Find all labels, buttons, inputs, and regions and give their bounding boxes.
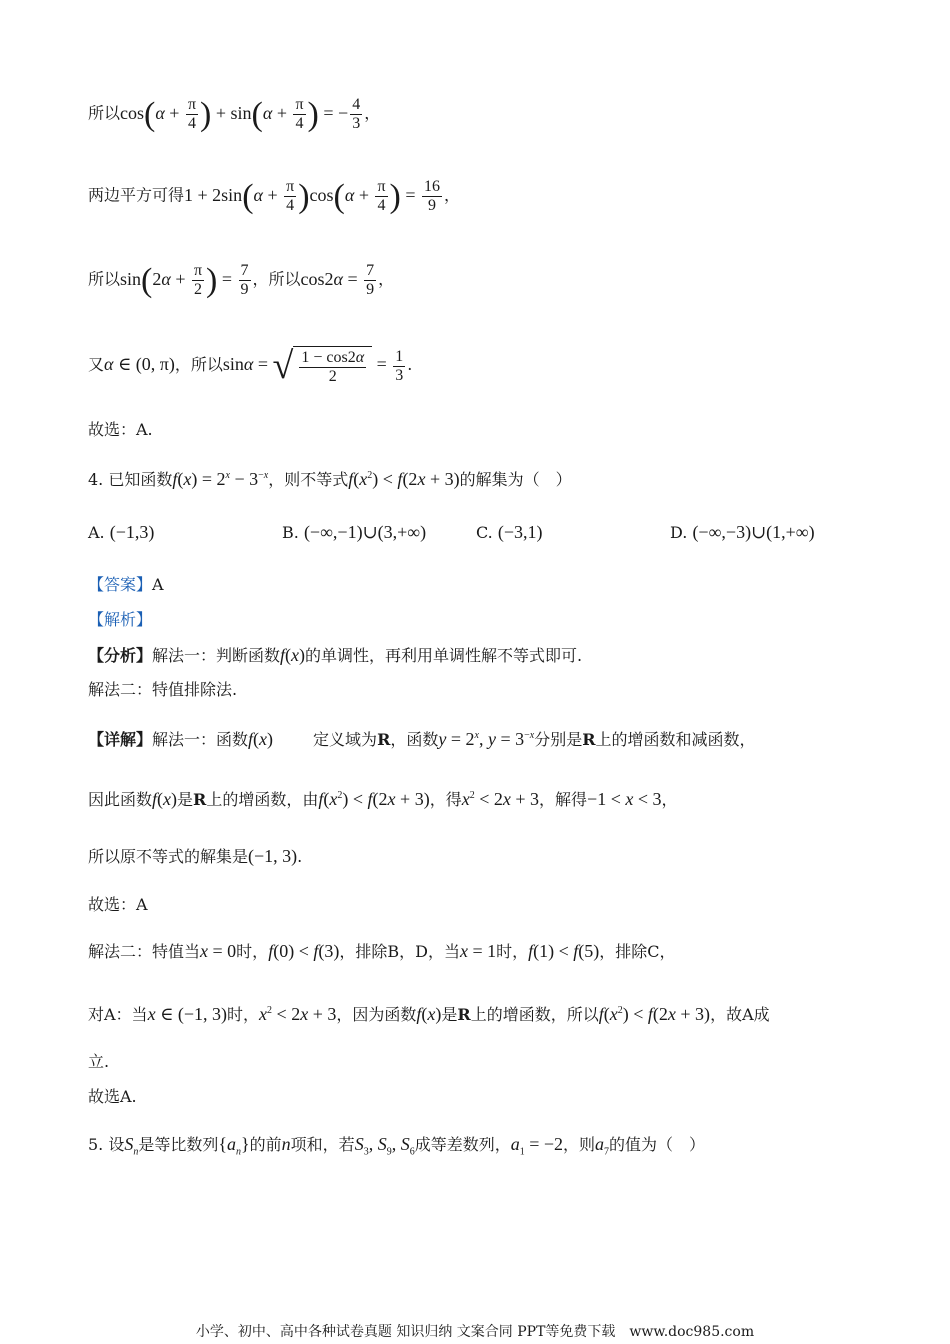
choice-c: C. (−3,1) — [476, 522, 543, 542]
formula: $f(x) = 2^x - 3^{-x}$ — [172, 469, 269, 489]
formula: $x^2 < 2x + 3$ — [461, 789, 540, 809]
choose-line-3: 故选A. — [88, 1087, 137, 1106]
page-footer: 小学、初中、高中各种试卷真题 知识归纳 文案合同 PPT等免费下载 www.doc985.com — [195, 1324, 755, 1340]
detail-line-1: 【详解】解法一：函数f(x) 定义域为R，函数$y = 2^x$, $y = 3^{-x}$分别是R上的增函数和减函数， — [88, 729, 756, 749]
formula: x = 0 — [200, 941, 237, 961]
formula: f(x) — [152, 789, 178, 809]
derivation-line-4: 又α ∈ (0, π)，所以sinα = √ $\frac{1 - \cos 2\alpha}{2}$ = $\frac{1}{3}$ . — [88, 345, 413, 387]
detail-line-2: 因此函数f(x)是R上的增函数，由$f(x^2) < f(2x + 3)$，得$x^2 < 2x + 3$，解得−1 < x < 3， — [88, 789, 678, 809]
method2-intro: 解法二：特值排除法. — [88, 680, 238, 699]
derivation-line-1: 所以cos(α + $\frac{\pi}{4}$ ) + sin(α + $\frac{\pi}{4}$ ) = − $\frac{4}{3}$ ， — [88, 95, 381, 133]
method2-line-3: 立. — [88, 1052, 110, 1071]
formula: $f(x^2) < f(2x + 3)$ — [348, 469, 460, 489]
derivation-line-2: 两边平方可得1 + 2sin(α + $\frac{\pi}{4}$ )cos(α + $\frac{\pi}{4}$ ) = $\frac{16}{9}$ ， — [88, 177, 461, 215]
formula: $a_7$ — [595, 1134, 610, 1158]
formula: $f(x^2) < f(2x + 3)$ — [318, 789, 430, 809]
choose-line-2: 故选：A — [88, 895, 148, 914]
formula: 1 + 2sin(α + $\frac{\pi}{4}$ )cos(α + $\frac{\pi}{4}$ ) = $\frac{16}{9}$ — [184, 177, 441, 215]
analysis-line: 【解析】 — [88, 610, 153, 629]
formula: f(x) — [280, 645, 306, 665]
formula: $a_1 = -2$ — [510, 1134, 564, 1158]
formula: cos2α = $\frac{7}{9}$ — [300, 262, 375, 298]
method2-line-2: 对A：当x ∈ (−1, 3)时，$x^2 < 2x + 3$，因为函数f(x)是R上的增函数，所以$f(x^2) < f(2x + 3)$，故A成 — [88, 1004, 770, 1024]
formula: α ∈ (0, π) — [104, 354, 175, 375]
method2-line-1: 解法二：特值当x = 0时，f(0) < f(3)，排除B，D，当x = 1时，f(1) < f(5)，排除C， — [88, 941, 676, 961]
formula: −1 < x < 3 — [587, 789, 662, 809]
question-4: 4. 已知函数$f(x) = 2^x - 3^{-x}$，则不等式$f(x^2) < f(2x + 3)$的解集为（ ） — [88, 469, 572, 489]
formula: $f(x^2) < f(2x + 3)$ — [598, 1004, 711, 1024]
choice-d: D. (−∞,−3)∪(1,+∞) — [670, 522, 815, 542]
formula: n — [281, 1134, 291, 1154]
formula: f(x) — [416, 1004, 442, 1024]
detail-line-3: 所以原不等式的解集是(−1, 3). — [88, 846, 303, 866]
question-5: 5. 设$S_n$是等比数列$\{a_n\}$的前n项和，若$S_3$, $S_9$, $S_6$成等差数列，$a_1 = -2$，则$a_7$的值为（ ） — [88, 1134, 706, 1158]
formula: sin(2α + $\frac{\pi}{2}$ ) = $\frac{7}{9}$ — [120, 261, 249, 299]
fenxi-line: 【分析】解法一：判断函数f(x)的单调性，再利用单调性解不等式即可. — [88, 645, 583, 665]
derivation-line-3: 所以sin(2α + $\frac{\pi}{2}$ ) = $\frac{7}{9}$ ，所以cos2α = $\frac{7}{9}$ ， — [88, 261, 395, 299]
formula: x = 1 — [459, 941, 497, 961]
choose-line: 故选：A. — [88, 420, 153, 439]
formula: f(x) — [248, 729, 274, 749]
formula: $S_3$, $S_9$, $S_6$ — [354, 1134, 415, 1158]
formula: sinα = √ $\frac{1 - \cos 2\alpha}{2}$ = $\frac{1}{3}$ — [222, 345, 404, 387]
formula: (−1, 3) — [248, 846, 298, 866]
formula: f(0) < f(3) — [268, 941, 340, 961]
choice-b: B. (−∞,−1)∪(3,+∞) — [282, 522, 427, 542]
formula: $\{a_n\}$ — [218, 1134, 250, 1158]
formula: cos(α + $\frac{\pi}{4}$ ) + sin(α + $\frac{\pi}{4}$ ) = − $\frac{4}{3}$ — [120, 95, 361, 133]
formula: x ∈ (−1, 3) — [147, 1004, 228, 1024]
answer-line: 【答案】A — [88, 575, 164, 594]
formula: $y = 2^x$, $y = 3^{-x}$ — [438, 729, 535, 749]
formula: f(1) < f(5) — [528, 941, 600, 961]
formula: $x^2 < 2x + 3$ — [259, 1004, 337, 1024]
choice-a: A. (−1,3) — [88, 522, 155, 542]
formula: $S_n$ — [124, 1134, 139, 1158]
